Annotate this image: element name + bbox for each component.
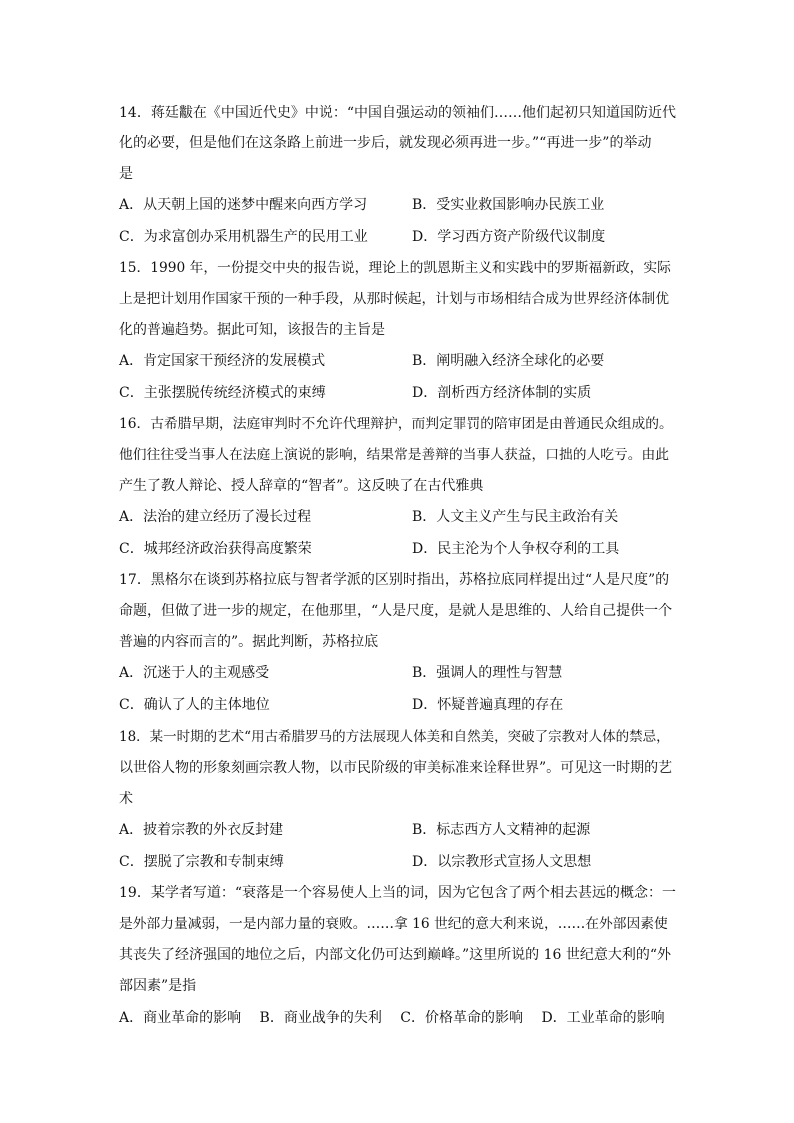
question-14-line-3: 是 bbox=[119, 166, 133, 182]
question-14-option-c: C．为求富创办采用机器生产的民用工业 bbox=[119, 229, 368, 245]
question-18-option-b: B．标志西方人文精神的起源 bbox=[412, 822, 591, 838]
question-18-line-1: 18．某一时期的艺术“用古希腊罗马的方法展现人体美和自然美，突破了宗教对人体的禁忌， bbox=[119, 729, 670, 745]
question-14-line-1: 14．蒋廷黻在《中国近代史》中说：“中国自强运动的领袖们……他们起初只知道国防近代 bbox=[119, 105, 676, 121]
question-15-line-2: 上是把计划用作国家干预的一种手段，从那时候起，计划与市场相结合成为世界经济体制优 bbox=[119, 291, 670, 307]
question-19-options: A．商业革命的影响 B．商业战争的失利 C．价格革命的影响 D．工业革命的影响 bbox=[119, 1010, 665, 1026]
question-17-option-d: D．怀疑普遍真理的存在 bbox=[412, 697, 564, 713]
question-16-option-c: C．城邦经济政治获得高度繁荣 bbox=[119, 541, 312, 557]
question-15-option-b: B．阐明融入经济全球化的必要 bbox=[412, 353, 605, 369]
question-14-line-2: 化的必要，但是他们在这条路上前进一步后，就发现必须再进一步。”“再进一步”的举动 bbox=[119, 135, 652, 151]
question-15-line-1: 15．1990 年，一份提交中央的报告说，理论上的凯恩斯主义和实践中的罗斯福新政，实际 bbox=[119, 260, 671, 276]
question-17-line-1: 17．黑格尔在谈到苏格拉底与智者学派的区别时指出，苏格拉底同样提出过“人是尺度”的 bbox=[119, 572, 670, 588]
question-17-option-a: A．沉迷于人的主观感受 bbox=[119, 665, 270, 681]
question-18-option-a: A．披着宗教的外衣反封建 bbox=[119, 822, 284, 838]
question-15-line-3: 化的普遍趋势。据此可知，该报告的主旨是 bbox=[119, 322, 385, 338]
question-15-option-c: C．主张摆脱传统经济模式的束缚 bbox=[119, 385, 326, 401]
question-17-line-3: 普遍的内容而言的”。据此判断，苏格拉底 bbox=[119, 634, 379, 650]
question-14-option-a: A．从天朝上国的迷梦中醒来向西方学习 bbox=[119, 197, 368, 213]
question-19-line-3: 其丧失了经济强国的地位之后，内部文化仍可达到巅峰。”这里所说的 16 世纪意大利的“外 bbox=[119, 947, 672, 963]
question-19-line-4: 部因素”是指 bbox=[119, 978, 197, 994]
question-16-line-3: 产生了教人辩论、授人辞章的“智者”。这反映了在古代雅典 bbox=[119, 478, 484, 494]
question-18-line-2: 以世俗人物的形象刻画宗教人物，以市民阶级的审美标准来诠释世界”。可见这一时期的艺 bbox=[119, 760, 673, 776]
question-16-line-2: 他们往往受当事人在法庭上演说的影响，结果常是善辩的当事人获益，口拙的人吃亏。由此 bbox=[119, 447, 670, 463]
question-17-line-2: 命题，但做了进一步的规定，在他那里，“人是尺度，是就人是思维的、人给自己提供一个 bbox=[119, 603, 673, 619]
question-18-line-3: 术 bbox=[119, 791, 133, 807]
question-18-option-c: C．摆脱了宗教和专制束缚 bbox=[119, 854, 284, 870]
question-16-option-b: B．人文主义产生与民主政治有关 bbox=[412, 509, 619, 525]
question-14-option-b: B．受实业救国影响办民族工业 bbox=[412, 197, 605, 213]
question-17-option-b: B．强调人的理性与智慧 bbox=[412, 665, 563, 681]
question-16-option-a: A．法治的建立经历了漫长过程 bbox=[119, 509, 312, 525]
question-15-option-d: D．剖析西方经济体制的实质 bbox=[412, 385, 592, 401]
question-18-option-d: D．以宗教形式宣扬人文思想 bbox=[412, 854, 592, 870]
question-19-line-2: 是外部力量减弱，一是内部力量的衰败。……拿 16 世纪的意大利来说，……在外部因素使 bbox=[119, 916, 668, 932]
question-14-option-d: D．学习西方资产阶级代议制度 bbox=[412, 229, 606, 245]
question-16-line-1: 16．古希腊早期，法庭审判时不允许代理辩护，而判定罪罚的陪审团是由普通民众组成的。 bbox=[119, 416, 673, 432]
question-15-option-a: A．肯定国家干预经济的发展模式 bbox=[119, 353, 326, 369]
question-19-line-1: 19．某学者写道：“衰落是一个容易使人上当的词，因为它包含了两个相去甚远的概念：一 bbox=[119, 885, 676, 901]
question-16-option-d: D．民主沦为个人争权夺利的工具 bbox=[412, 541, 620, 557]
question-17-option-c: C．确认了人的主体地位 bbox=[119, 697, 270, 713]
